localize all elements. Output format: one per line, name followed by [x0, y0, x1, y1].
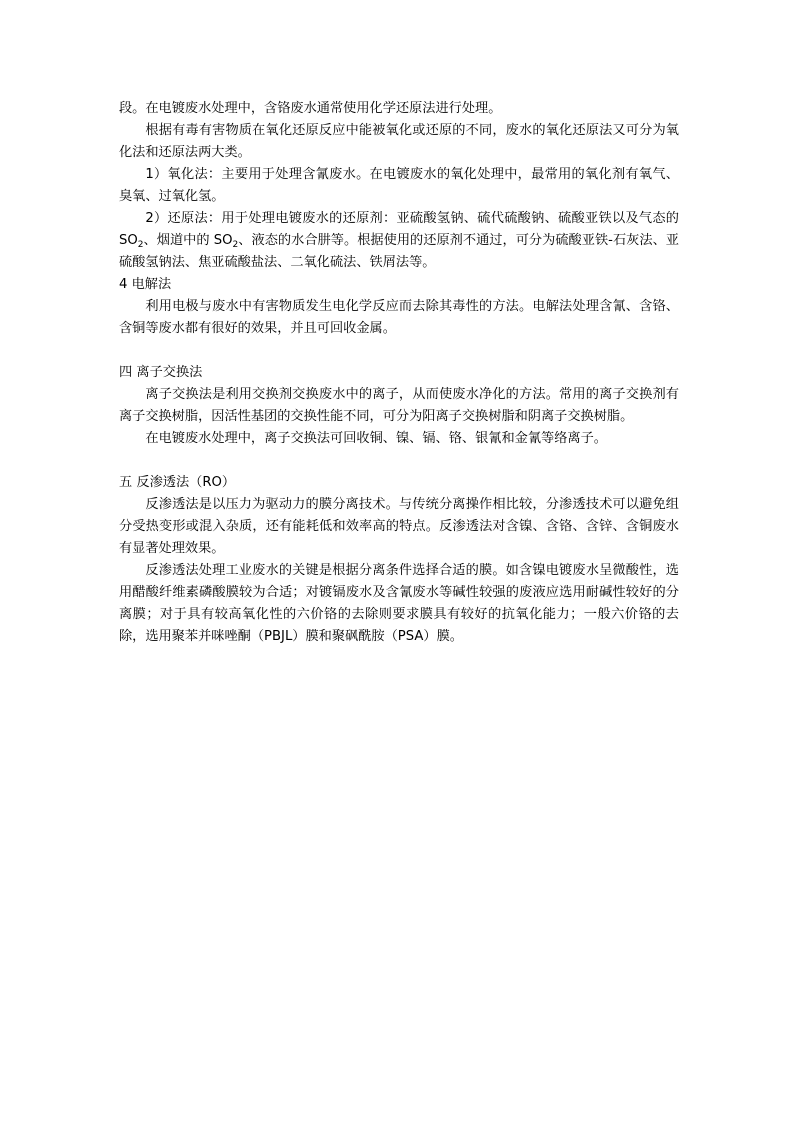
intro-continuation: 段。在电镀废水处理中，含铬废水通常使用化学还原法进行处理。	[119, 101, 502, 116]
ion-exchange-text-2: 在电镀废水处理中，离子交换法可回收铜、镍、镉、铬、银氰和金氰等络离子。	[145, 431, 607, 446]
electrolysis-heading: 4 电解法	[119, 277, 172, 292]
section-gap	[119, 340, 679, 362]
ion-exchange-heading: 四 离子交换法	[119, 365, 203, 380]
so2-subscript-1: 2	[137, 240, 144, 250]
reduction-method	[119, 208, 679, 274]
redox-intro: 根据有毒有害物质在氧化还原反应中能被氧化或还原的不同，废水的氧化还原法又可分为氧化法和还原法两大类。	[119, 123, 679, 160]
electrolysis-text: 利用电极与废水中有害物质发生电化学反应而去除其毒性的方法。电解法处理含氰、含铬、含铜等废水都有很好的效果，并且可回收金属。	[119, 299, 679, 336]
ion-exchange-text-1: 离子交换法是利用交换剂交换废水中的离子，从而使废水净化的方法。常用的离子交换剂有离子交换树脂，因活性基团的交换性能不同，可分为阳离子交换树脂和阴离子交换树脂。	[119, 387, 679, 424]
oxidation-method: 1）氧化法：主要用于处理含氰废水。在电镀废水的氧化处理中，最常用的氧化剂有氧气、臭氧、过氧化氢。	[119, 167, 679, 204]
ro-heading: 五 反渗透法（RO）	[119, 475, 236, 490]
reduction-text-1: 2）还原法：用于处理电镀废水的还原剂：亚硫酸氢钠、硫代硫酸钠、硫酸亚铁以及气态的 SO	[119, 211, 679, 248]
ro-text-2: 反渗透法处理工业废水的关键是根据分离条件选择合适的膜。如含镍电镀废水呈微酸性，选用醋酸纤维素磷酸膜较为合适；对镀镉废水及含氰废水等碱性较强的废液应选用耐碱性较好的分离膜；对于具有较高氧化性的六价铬的去除则要求膜具有较好的抗氧化能力；一般六价铬的去除，选用聚苯并咪唑酮（PBJL）膜和聚砜酰胺（PSA）膜。	[119, 563, 679, 644]
ro-text-1: 反渗透法是以压力为驱动力的膜分离技术。与传统分离操作相比较，分渗透技术可以避免组分受热变形或混入杂质，还有能耗低和效率高的特点。反渗透法对含镍、含铬、含锌、含铜废水有显著处理效果。	[119, 497, 679, 556]
reduction-text-2: 、烟道中的 SO	[143, 233, 233, 248]
reduction-text-3: 、液态的水合肼等。根据使用的还原剂不通过，可分为硫酸亚铁-石灰法、亚硫酸氢钠法、焦亚硫酸盐法、二氧化硫法、铁屑法等。	[119, 233, 679, 270]
section-gap	[119, 450, 679, 472]
so2-subscript-2: 2	[232, 240, 239, 250]
document-page	[119, 98, 679, 648]
